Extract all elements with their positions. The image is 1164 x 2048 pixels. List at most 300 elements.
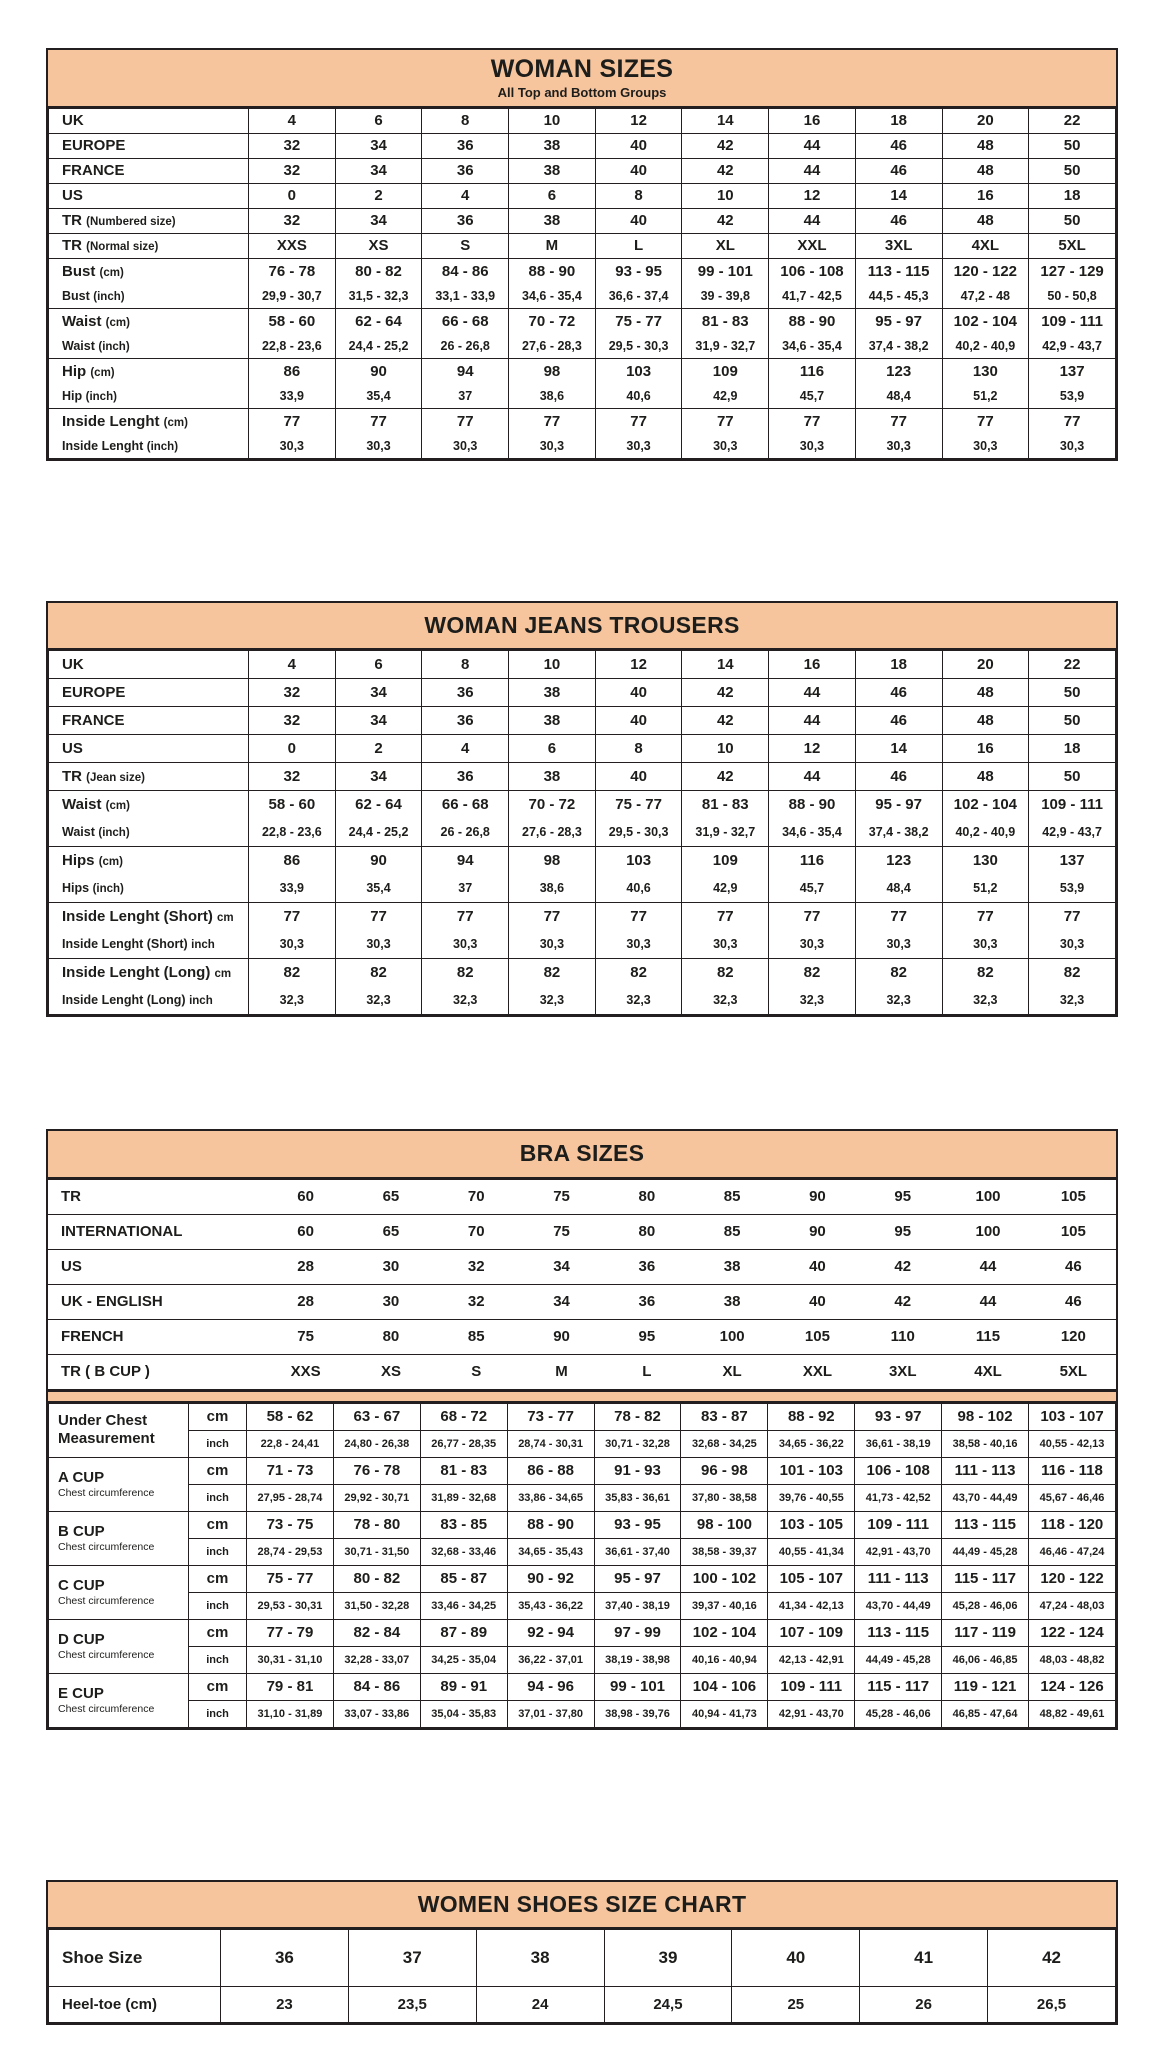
size-cell: 77 bbox=[422, 903, 509, 931]
size-cell: 44,5 - 45,3 bbox=[855, 283, 942, 308]
size-cell: 46 bbox=[1031, 1284, 1116, 1319]
row-label bbox=[49, 707, 249, 735]
size-cell: 20 bbox=[942, 108, 1029, 133]
size-cell: 30,3 bbox=[509, 931, 596, 959]
unit-cell: inch bbox=[189, 1592, 247, 1619]
size-cell: 120 bbox=[1031, 1319, 1116, 1354]
size-cell: 12 bbox=[769, 183, 856, 208]
size-cell: 29,92 - 30,71 bbox=[333, 1484, 420, 1511]
table-row bbox=[49, 233, 1116, 258]
size-cell: 45,28 - 46,06 bbox=[855, 1700, 942, 1727]
size-cell: 109 - 111 bbox=[1029, 308, 1116, 333]
size-cell: 46,85 - 47,64 bbox=[942, 1700, 1029, 1727]
cup-label bbox=[49, 1403, 189, 1457]
size-row-group bbox=[49, 233, 1116, 258]
size-cell: 78 - 82 bbox=[594, 1403, 681, 1430]
table-row bbox=[49, 651, 1116, 679]
size-cell: 14 bbox=[682, 108, 769, 133]
row-label bbox=[49, 233, 249, 258]
woman-sizes-title: WOMAN SIZES bbox=[490, 55, 674, 83]
row-label-text: FRANCE bbox=[62, 162, 125, 180]
size-row-group bbox=[49, 735, 1116, 763]
bra-band-table bbox=[48, 1179, 1116, 1390]
table-row bbox=[49, 333, 1116, 358]
row-label-note: cm bbox=[217, 912, 234, 925]
size-cell: 93 - 95 bbox=[595, 258, 682, 283]
size-cell: 34 bbox=[519, 1249, 604, 1284]
size-cell: 100 bbox=[945, 1179, 1030, 1214]
size-cell: 123 bbox=[855, 847, 942, 875]
size-cell: 36,61 - 38,19 bbox=[855, 1430, 942, 1457]
size-cell: 12 bbox=[595, 108, 682, 133]
size-cell: 90 bbox=[775, 1179, 860, 1214]
table-row bbox=[49, 931, 1116, 959]
size-row-group bbox=[49, 1930, 1116, 1987]
size-cell: 32,3 bbox=[335, 987, 422, 1015]
size-cell: 46 bbox=[855, 133, 942, 158]
size-cell: XS bbox=[348, 1354, 433, 1389]
size-cell: 85 bbox=[689, 1214, 774, 1249]
size-cell: 50 bbox=[1029, 208, 1116, 233]
cup-group bbox=[49, 1619, 1116, 1673]
size-cell: 85 bbox=[689, 1179, 774, 1214]
row-label-note: (cm) bbox=[163, 416, 188, 429]
size-cell: 4 bbox=[422, 735, 509, 763]
size-cell: 86 bbox=[249, 358, 336, 383]
size-cell: 40,55 - 42,13 bbox=[1029, 1430, 1116, 1457]
size-cell: 40 bbox=[595, 208, 682, 233]
size-cell: 14 bbox=[855, 735, 942, 763]
size-cell: 27,95 - 28,74 bbox=[247, 1484, 334, 1511]
size-cell: 86 - 88 bbox=[507, 1457, 594, 1484]
row-label bbox=[49, 735, 249, 763]
size-cell: 44 bbox=[769, 208, 856, 233]
row-label bbox=[49, 108, 249, 133]
size-cell: 34 bbox=[335, 158, 422, 183]
size-cell: 98 - 100 bbox=[681, 1511, 768, 1538]
size-cell: 42,13 - 42,91 bbox=[768, 1646, 855, 1673]
size-cell: 75 bbox=[263, 1319, 348, 1354]
size-cell: 36 bbox=[422, 158, 509, 183]
row-label-text: US bbox=[62, 740, 83, 758]
size-cell: 115 bbox=[945, 1319, 1030, 1354]
size-cell: 41,34 - 42,13 bbox=[768, 1592, 855, 1619]
size-cell: 38 bbox=[689, 1284, 774, 1319]
size-cell: 107 - 109 bbox=[768, 1619, 855, 1646]
row-label-text: Hip bbox=[62, 388, 83, 403]
size-cell: 34 bbox=[335, 208, 422, 233]
size-cell: 82 bbox=[1029, 959, 1116, 987]
row-label-text: Inside Lenght (Short) bbox=[62, 908, 213, 926]
size-cell: 30,3 bbox=[1029, 433, 1116, 458]
row-label bbox=[49, 763, 249, 791]
size-cell: 42,91 - 43,70 bbox=[855, 1538, 942, 1565]
size-cell: 90 bbox=[775, 1214, 860, 1249]
size-cell: 36 bbox=[422, 133, 509, 158]
size-cell: 12 bbox=[595, 651, 682, 679]
size-cell: 35,43 - 36,22 bbox=[507, 1592, 594, 1619]
size-cell: 40,2 - 40,9 bbox=[942, 333, 1029, 358]
cup-label-subtext: Chest circumference bbox=[58, 1486, 155, 1499]
size-cell: 32 bbox=[249, 133, 336, 158]
jeans-table bbox=[48, 650, 1116, 1015]
size-cell: 50 bbox=[1029, 707, 1116, 735]
unit-cell: inch bbox=[189, 1646, 247, 1673]
table-row bbox=[48, 1214, 1116, 1249]
size-cell: 70 bbox=[434, 1179, 519, 1214]
size-cell: 32,28 - 33,07 bbox=[333, 1646, 420, 1673]
woman-sizes-subtitle: All Top and Bottom Groups bbox=[497, 84, 667, 100]
row-label bbox=[48, 1214, 263, 1249]
table-row bbox=[49, 903, 1116, 931]
size-cell: 8 bbox=[595, 735, 682, 763]
table-row bbox=[49, 819, 1116, 847]
row-label-note: (Normal size) bbox=[86, 241, 159, 254]
size-cell: 97 - 99 bbox=[594, 1619, 681, 1646]
size-cell: 95 bbox=[860, 1179, 945, 1214]
cup-label-text: A CUP bbox=[58, 1468, 105, 1486]
shoes-card bbox=[46, 1880, 1118, 2025]
size-cell: 46 bbox=[855, 763, 942, 791]
size-cell: 32 bbox=[434, 1284, 519, 1319]
size-row-group bbox=[49, 679, 1116, 707]
size-cell: 16 bbox=[942, 735, 1029, 763]
table-row bbox=[49, 1646, 1116, 1673]
size-row-group bbox=[49, 158, 1116, 183]
size-cell: 42 bbox=[682, 208, 769, 233]
size-cell: 36,61 - 37,40 bbox=[594, 1538, 681, 1565]
size-cell: 30,71 - 31,50 bbox=[333, 1538, 420, 1565]
size-cell: 42 bbox=[682, 679, 769, 707]
size-cell: 40,55 - 41,34 bbox=[768, 1538, 855, 1565]
size-cell: 62 - 64 bbox=[335, 791, 422, 819]
row-label-text: TR bbox=[62, 768, 82, 786]
size-cell: 48,4 bbox=[855, 875, 942, 903]
row-label bbox=[48, 1249, 263, 1284]
cup-group bbox=[49, 1403, 1116, 1457]
size-cell: 46,06 - 46,85 bbox=[942, 1646, 1029, 1673]
size-cell: 40 bbox=[775, 1284, 860, 1319]
size-cell: 4 bbox=[249, 108, 336, 133]
size-cell: 8 bbox=[595, 183, 682, 208]
table-row bbox=[49, 258, 1116, 283]
size-cell: 36,6 - 37,4 bbox=[595, 283, 682, 308]
size-cell: 24,5 bbox=[604, 1987, 732, 2023]
size-cell: 127 - 129 bbox=[1029, 258, 1116, 283]
row-label-note: (inch) bbox=[146, 440, 179, 453]
row-label bbox=[49, 931, 249, 959]
size-cell: 23 bbox=[221, 1987, 349, 2023]
row-label bbox=[49, 875, 249, 903]
row-label-text: Inside Lenght (Short) bbox=[62, 937, 188, 952]
table-row bbox=[49, 358, 1116, 383]
size-cell: 4 bbox=[422, 183, 509, 208]
size-cell: 33,86 - 34,65 bbox=[507, 1484, 594, 1511]
size-cell: M bbox=[519, 1354, 604, 1389]
row-label-note: (inch) bbox=[98, 340, 130, 353]
size-cell: 26,77 - 28,35 bbox=[420, 1430, 507, 1457]
size-cell: 77 bbox=[595, 408, 682, 433]
table-row bbox=[49, 735, 1116, 763]
table-row bbox=[49, 1511, 1116, 1538]
size-cell: 46 bbox=[855, 679, 942, 707]
size-cell: 34 bbox=[335, 707, 422, 735]
size-cell: 18 bbox=[1029, 183, 1116, 208]
table-row bbox=[49, 1403, 1116, 1430]
size-cell: 58 - 62 bbox=[247, 1403, 334, 1430]
jeans-header bbox=[48, 603, 1116, 650]
cup-group bbox=[49, 1457, 1116, 1511]
size-cell: 82 bbox=[942, 959, 1029, 987]
cup-label-subtext: Chest circumference bbox=[58, 1540, 155, 1553]
size-cell: 75 - 77 bbox=[247, 1565, 334, 1592]
size-cell: 75 bbox=[519, 1214, 604, 1249]
size-cell: 70 - 72 bbox=[509, 791, 596, 819]
row-label-text: INTERNATIONAL bbox=[61, 1223, 183, 1241]
size-cell: 34,65 - 35,43 bbox=[507, 1538, 594, 1565]
size-cell: 34 bbox=[519, 1284, 604, 1319]
size-cell: 31,10 - 31,89 bbox=[247, 1700, 334, 1727]
size-cell: 88 - 90 bbox=[769, 791, 856, 819]
table-row bbox=[49, 1592, 1116, 1619]
cup-label bbox=[49, 1565, 189, 1619]
size-cell: 42,9 bbox=[682, 383, 769, 408]
size-cell: 36 bbox=[422, 208, 509, 233]
size-cell: 10 bbox=[509, 108, 596, 133]
size-cell: 87 - 89 bbox=[420, 1619, 507, 1646]
size-cell: 29,53 - 30,31 bbox=[247, 1592, 334, 1619]
size-cell: 0 bbox=[249, 183, 336, 208]
size-cell: 30,3 bbox=[422, 433, 509, 458]
size-cell: 76 - 78 bbox=[249, 258, 336, 283]
table-row bbox=[49, 791, 1116, 819]
size-cell: 38 bbox=[509, 208, 596, 233]
size-cell: 38 bbox=[509, 707, 596, 735]
size-cell: 36,22 - 37,01 bbox=[507, 1646, 594, 1673]
row-label bbox=[48, 1284, 263, 1319]
size-cell: 26 - 26,8 bbox=[422, 333, 509, 358]
size-cell: 80 - 82 bbox=[333, 1565, 420, 1592]
row-label bbox=[48, 1179, 263, 1214]
size-cell: 28,74 - 29,53 bbox=[247, 1538, 334, 1565]
size-cell: 81 - 83 bbox=[682, 308, 769, 333]
size-cell: 16 bbox=[769, 651, 856, 679]
size-cell: 101 - 103 bbox=[768, 1457, 855, 1484]
row-label-text: Shoe Size bbox=[62, 1948, 143, 1968]
size-cell: 30 bbox=[348, 1249, 433, 1284]
size-cell: 98 bbox=[509, 358, 596, 383]
size-cell: 60 bbox=[263, 1179, 348, 1214]
size-cell: 39,37 - 40,16 bbox=[681, 1592, 768, 1619]
cup-label bbox=[49, 1673, 189, 1727]
size-cell: 6 bbox=[509, 183, 596, 208]
size-cell: 100 - 102 bbox=[681, 1565, 768, 1592]
size-cell: 122 - 124 bbox=[1029, 1619, 1116, 1646]
size-cell: 40,16 - 40,94 bbox=[681, 1646, 768, 1673]
table-row bbox=[49, 108, 1116, 133]
row-label-text: TR bbox=[62, 212, 82, 230]
size-cell: 32,3 bbox=[942, 987, 1029, 1015]
size-cell: 77 bbox=[422, 408, 509, 433]
table-row bbox=[49, 308, 1116, 333]
size-cell: 120 - 122 bbox=[942, 258, 1029, 283]
size-cell: 30,3 bbox=[595, 433, 682, 458]
bra-title: BRA SIZES bbox=[519, 1140, 645, 1167]
size-cell: 102 - 104 bbox=[681, 1619, 768, 1646]
size-cell: 45,7 bbox=[769, 875, 856, 903]
size-cell: 38,58 - 39,37 bbox=[681, 1538, 768, 1565]
size-cell: 32,3 bbox=[249, 987, 336, 1015]
size-cell: 30,3 bbox=[1029, 931, 1116, 959]
row-label-text: EUROPE bbox=[62, 684, 126, 702]
size-cell: 77 bbox=[249, 408, 336, 433]
size-cell: 34 bbox=[335, 133, 422, 158]
size-cell: 44 bbox=[945, 1284, 1030, 1319]
size-cell: 32,68 - 34,25 bbox=[681, 1430, 768, 1457]
size-cell: 30 bbox=[348, 1284, 433, 1319]
size-cell: 91 - 93 bbox=[594, 1457, 681, 1484]
size-cell: 86 bbox=[249, 847, 336, 875]
size-cell: 23,5 bbox=[348, 1987, 476, 2023]
row-label-text: Inside Lenght bbox=[62, 412, 160, 430]
size-cell: 31,9 - 32,7 bbox=[682, 333, 769, 358]
size-cell: 0 bbox=[249, 735, 336, 763]
row-label-note: inch bbox=[189, 995, 213, 1008]
table-row bbox=[49, 1430, 1116, 1457]
row-label-text: FRENCH bbox=[61, 1328, 124, 1346]
size-row-group bbox=[49, 408, 1116, 458]
size-cell: 48 bbox=[942, 763, 1029, 791]
size-cell: 36 bbox=[221, 1930, 349, 1987]
row-label-text: UK - ENGLISH bbox=[61, 1293, 163, 1311]
size-cell: 45,7 bbox=[769, 383, 856, 408]
row-label-text: Hips bbox=[62, 852, 95, 870]
size-cell: 116 - 118 bbox=[1029, 1457, 1116, 1484]
row-label-text: Inside Lenght bbox=[62, 438, 144, 453]
size-cell: 36 bbox=[422, 679, 509, 707]
row-label-text: EUROPE bbox=[62, 137, 126, 155]
size-cell: 90 bbox=[335, 358, 422, 383]
size-row-group bbox=[49, 763, 1116, 791]
row-label bbox=[49, 1930, 221, 1987]
size-cell: 82 bbox=[335, 959, 422, 987]
size-cell: 36 bbox=[422, 707, 509, 735]
size-cell: 42,9 - 43,7 bbox=[1029, 333, 1116, 358]
size-cell: 30,3 bbox=[769, 931, 856, 959]
size-cell: 77 bbox=[855, 903, 942, 931]
size-cell: 46 bbox=[1031, 1249, 1116, 1284]
row-label bbox=[49, 819, 249, 847]
size-cell: 60 bbox=[263, 1214, 348, 1249]
size-cell: 53,9 bbox=[1029, 875, 1116, 903]
size-cell: 30,3 bbox=[682, 433, 769, 458]
size-cell: 104 - 106 bbox=[681, 1673, 768, 1700]
size-cell: 8 bbox=[422, 651, 509, 679]
size-cell: 84 - 86 bbox=[422, 258, 509, 283]
size-cell: 38 bbox=[476, 1930, 604, 1987]
row-label bbox=[49, 903, 249, 931]
table-row bbox=[49, 987, 1116, 1015]
size-cell: 32,3 bbox=[682, 987, 769, 1015]
size-cell: 4XL bbox=[945, 1354, 1030, 1389]
row-label-text: Waist bbox=[62, 825, 95, 840]
size-cell: 45,28 - 46,06 bbox=[942, 1592, 1029, 1619]
size-cell: 29,5 - 30,3 bbox=[595, 333, 682, 358]
size-row-group bbox=[49, 903, 1116, 959]
size-cell: 80 - 82 bbox=[335, 258, 422, 283]
row-label-text: FRANCE bbox=[62, 712, 125, 730]
cup-label bbox=[49, 1619, 189, 1673]
size-row-group bbox=[48, 1354, 1116, 1389]
size-row-group bbox=[49, 791, 1116, 847]
size-cell: 22,8 - 23,6 bbox=[249, 333, 336, 358]
cup-label-text: C CUP bbox=[58, 1576, 105, 1594]
size-cell: 36 bbox=[604, 1284, 689, 1319]
size-cell: 95 - 97 bbox=[594, 1565, 681, 1592]
size-cell: 119 - 121 bbox=[942, 1673, 1029, 1700]
size-cell: 6 bbox=[335, 108, 422, 133]
size-cell: 14 bbox=[682, 651, 769, 679]
size-cell: 62 - 64 bbox=[335, 308, 422, 333]
row-label-note: (inch) bbox=[92, 883, 124, 896]
unit-cell: inch bbox=[189, 1484, 247, 1511]
size-cell: 71 - 73 bbox=[247, 1457, 334, 1484]
size-cell: 82 bbox=[595, 959, 682, 987]
size-cell: 30,3 bbox=[335, 433, 422, 458]
cup-group bbox=[49, 1673, 1116, 1727]
row-label-note: (Numbered size) bbox=[86, 216, 176, 229]
size-cell: 40,6 bbox=[595, 383, 682, 408]
size-cell: 46,46 - 47,24 bbox=[1029, 1538, 1116, 1565]
size-cell: 63 - 67 bbox=[333, 1403, 420, 1430]
size-cell: 37,4 - 38,2 bbox=[855, 819, 942, 847]
size-cell: 42,91 - 43,70 bbox=[768, 1700, 855, 1727]
table-row bbox=[49, 133, 1116, 158]
size-cell: L bbox=[604, 1354, 689, 1389]
size-cell: 120 - 122 bbox=[1029, 1565, 1116, 1592]
table-row bbox=[49, 707, 1116, 735]
size-cell: 102 - 104 bbox=[942, 791, 1029, 819]
size-cell: 105 - 107 bbox=[768, 1565, 855, 1592]
size-row-group bbox=[49, 308, 1116, 358]
row-label bbox=[49, 333, 249, 358]
size-cell: 130 bbox=[942, 358, 1029, 383]
row-label bbox=[49, 651, 249, 679]
size-cell: 14 bbox=[855, 183, 942, 208]
size-cell: 38,6 bbox=[509, 383, 596, 408]
size-cell: 38,58 - 40,16 bbox=[942, 1430, 1029, 1457]
table-row bbox=[49, 1538, 1116, 1565]
size-cell: 32 bbox=[249, 208, 336, 233]
size-cell: 43,70 - 44,49 bbox=[855, 1592, 942, 1619]
row-label-note: (cm) bbox=[90, 366, 115, 379]
table-row bbox=[49, 1700, 1116, 1727]
size-cell: 84 - 86 bbox=[333, 1673, 420, 1700]
size-cell: 77 bbox=[682, 903, 769, 931]
cup-label bbox=[49, 1457, 189, 1511]
size-cell: 103 bbox=[595, 358, 682, 383]
table-row bbox=[49, 875, 1116, 903]
table-row bbox=[49, 847, 1116, 875]
row-label-note: (inch) bbox=[93, 290, 125, 303]
row-label bbox=[49, 308, 249, 333]
table-row bbox=[48, 1179, 1116, 1214]
size-cell: 48 bbox=[942, 208, 1029, 233]
size-cell: 48 bbox=[942, 707, 1029, 735]
size-cell: 25 bbox=[732, 1987, 860, 2023]
size-cell: 44,49 - 45,28 bbox=[942, 1538, 1029, 1565]
size-cell: 53,9 bbox=[1029, 383, 1116, 408]
